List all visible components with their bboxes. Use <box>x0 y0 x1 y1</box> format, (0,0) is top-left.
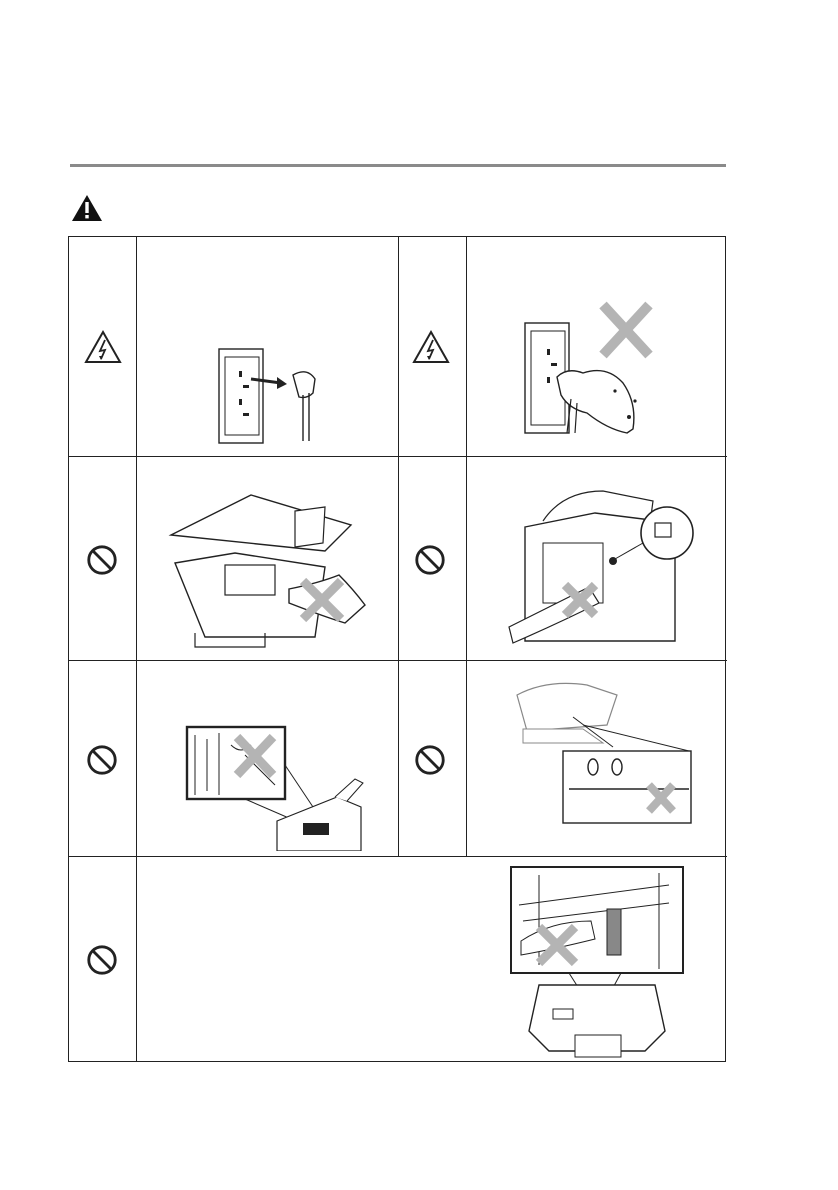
warning-triangle-icon <box>70 193 104 223</box>
prohibition-icon <box>85 743 119 777</box>
electrical-hazard-icon <box>411 329 451 365</box>
row3-icon-left <box>69 661 137 857</box>
prohibition-icon <box>413 743 447 777</box>
no-touch-rear-connector-illustration <box>503 477 713 647</box>
row2-illustration-left <box>137 457 399 661</box>
no-wet-hands-on-plug-illustration <box>511 299 681 439</box>
unplug-from-wall-outlet-illustration <box>217 345 347 445</box>
row1-icon-right <box>399 237 467 457</box>
no-touch-encoder-strip-illustration <box>513 677 703 827</box>
no-touch-document-feeder-rollers-illustration <box>185 725 365 851</box>
section-divider <box>70 164 726 167</box>
row1-icon-left <box>69 237 137 457</box>
row1-illustration-right <box>467 237 727 457</box>
row2-icon-right <box>399 457 467 661</box>
row3-illustration-right <box>467 661 727 857</box>
row3-illustration-left <box>137 661 399 857</box>
safety-table <box>68 236 726 1062</box>
electrical-hazard-icon <box>83 329 123 365</box>
row4-illustration <box>137 857 725 1061</box>
prohibition-icon <box>413 543 447 577</box>
row4-icon <box>69 857 137 1061</box>
row1-illustration-left <box>137 237 399 457</box>
no-hand-inside-open-scanner-illustration <box>165 483 375 653</box>
row2-illustration-right <box>467 457 727 661</box>
prohibition-icon <box>85 543 119 577</box>
no-touch-print-head-strip-illustration <box>509 865 685 1061</box>
row2-icon-left <box>69 457 137 661</box>
row3-icon-right <box>399 661 467 857</box>
prohibition-icon <box>85 943 119 977</box>
